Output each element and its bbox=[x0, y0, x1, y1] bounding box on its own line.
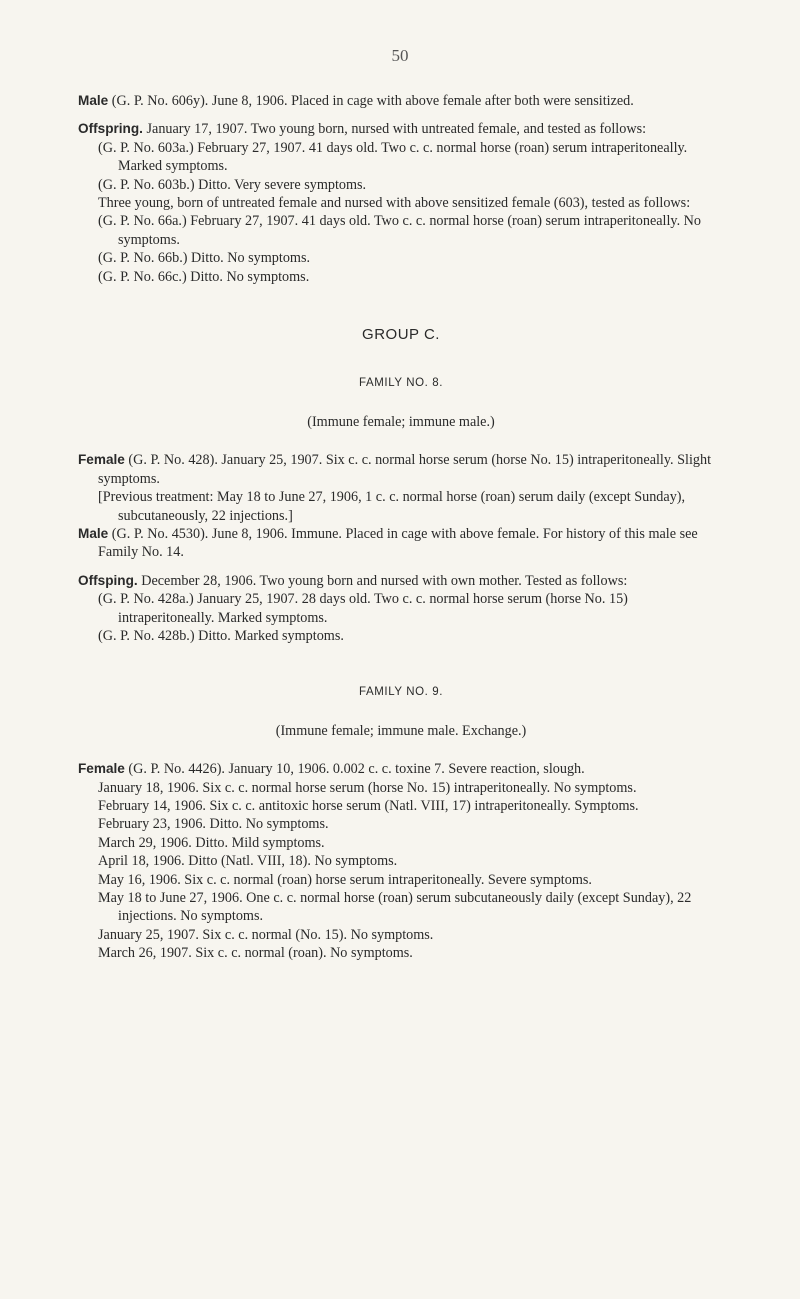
treatment-entry: May 16, 1906. Six c. c. normal (roan) horse serum intraperitoneally. Severe symptoms. bbox=[98, 871, 592, 888]
group-heading: GROUP C. bbox=[362, 326, 440, 344]
family-8-heading: FAMILY NO. 8. bbox=[358, 377, 444, 390]
page-body bbox=[78, 92, 724, 963]
male-paragraph bbox=[78, 525, 724, 562]
family-9-subtitle: (Immune female; immune male. Exchange.) bbox=[275, 722, 527, 739]
test-line: (G. P. No. 428b.) Ditto. Marked symptoms. bbox=[98, 627, 344, 644]
male-text: (G. P. No. 606y). June 8, 1906. Placed in cage with above female after both were sensitized. bbox=[108, 93, 634, 109]
treatment-entry: February 14, 1906. Six c. c. antitoxic horse serum (Natl. VIII, 17) intraperitoneally. Symptoms. bbox=[98, 797, 639, 814]
female-label: Female bbox=[78, 452, 125, 468]
test-line: (G. P. No. 428a.) January 25, 1907. 28 days old. Two c. c. normal horse serum (horse No. 15) intraperitoneally. Marked symptoms. bbox=[98, 591, 628, 626]
male-label: Male bbox=[78, 525, 109, 541]
family-8-subtitle: (Immune female; immune male.) bbox=[307, 413, 495, 430]
treatment-entry: January 18, 1906. Six c. c. normal horse serum (horse No. 15) intraperitoneally. No symptoms. bbox=[98, 779, 637, 796]
male-text: (G. P. No. 4530). June 8, 1906. Immune. Placed in cage with above female. For history of this male see Family No. 14. bbox=[98, 525, 698, 561]
test-line: (G. P. No. 66c.) Ditto. No symptoms. bbox=[98, 268, 310, 285]
test-line: (G. P. No. 66b.) Ditto. No symptoms. bbox=[98, 250, 311, 267]
three-young-paragraph: Three young, born of untreated female and nursed with above sensitized female (603), tested as follows: bbox=[98, 195, 691, 212]
treatment-entry: January 25, 1907. Six c. c. normal (No. 15). No symptoms. bbox=[98, 926, 434, 943]
offspring-label: Offspring. bbox=[78, 121, 143, 137]
female-label: Female bbox=[78, 761, 125, 777]
treatment-entry: March 29, 1906. Ditto. Mild symptoms. bbox=[98, 834, 325, 851]
family-9-heading: FAMILY NO. 9. bbox=[358, 686, 444, 699]
female-text: (G. P. No. 428). January 25, 1907. Six c. c. normal horse serum (horse No. 15) intraperitoneally. Slight symptoms. bbox=[98, 452, 712, 487]
treatment-entry: February 23, 1906. Ditto. No symptoms. bbox=[98, 816, 329, 833]
offspring-label: Offsping. bbox=[78, 572, 138, 588]
previous-treatment: [Previous treatment: May 18 to June 27, 1906, 1 c. c. normal horse (roan) serum daily (except Sunday), subcutaneously, 22 injections.] bbox=[98, 489, 686, 524]
treatment-entry: March 26, 1907. Six c. c. normal (roan). No symptoms. bbox=[98, 945, 413, 962]
test-line: (G. P. No. 603a.) February 27, 1907. 41 days old. Two c. c. normal horse (roan) serum intraperitoneally. Marked symptoms. bbox=[98, 139, 688, 175]
offspring-paragraph bbox=[78, 572, 724, 590]
offspring-text: December 28, 1906. Two young born and nursed with own mother. Tested as follows: bbox=[137, 572, 628, 589]
male-paragraph bbox=[78, 92, 724, 110]
female-paragraph bbox=[78, 451, 724, 488]
female-paragraph bbox=[78, 760, 724, 778]
offspring-paragraph bbox=[78, 120, 724, 138]
treatment-entry: May 18 to June 27, 1906. One c. c. normal horse (roan) serum subcutaneously daily (except Sunday), 22 injections. No symptoms. bbox=[98, 890, 692, 925]
test-line: (G. P. No. 66a.) February 27, 1907. 41 days old. Two c. c. normal horse (roan) serum intraperitoneally. No symptoms. bbox=[98, 213, 702, 248]
offspring-text: January 17, 1907. Two young born, nursed with untreated female, and tested as follows: bbox=[142, 121, 647, 138]
treatment-entry: April 18, 1906. Ditto (Natl. VIII, 18). No symptoms. bbox=[98, 853, 398, 870]
male-label: Male bbox=[78, 93, 109, 108]
test-line: (G. P. No. 603b.) Ditto. Very severe symptoms. bbox=[98, 176, 367, 193]
page-number: 50 bbox=[391, 46, 409, 65]
female-text: (G. P. No. 4426). January 10, 1906. 0.002 c. c. toxine 7. Severe reaction, slough. bbox=[124, 761, 585, 778]
